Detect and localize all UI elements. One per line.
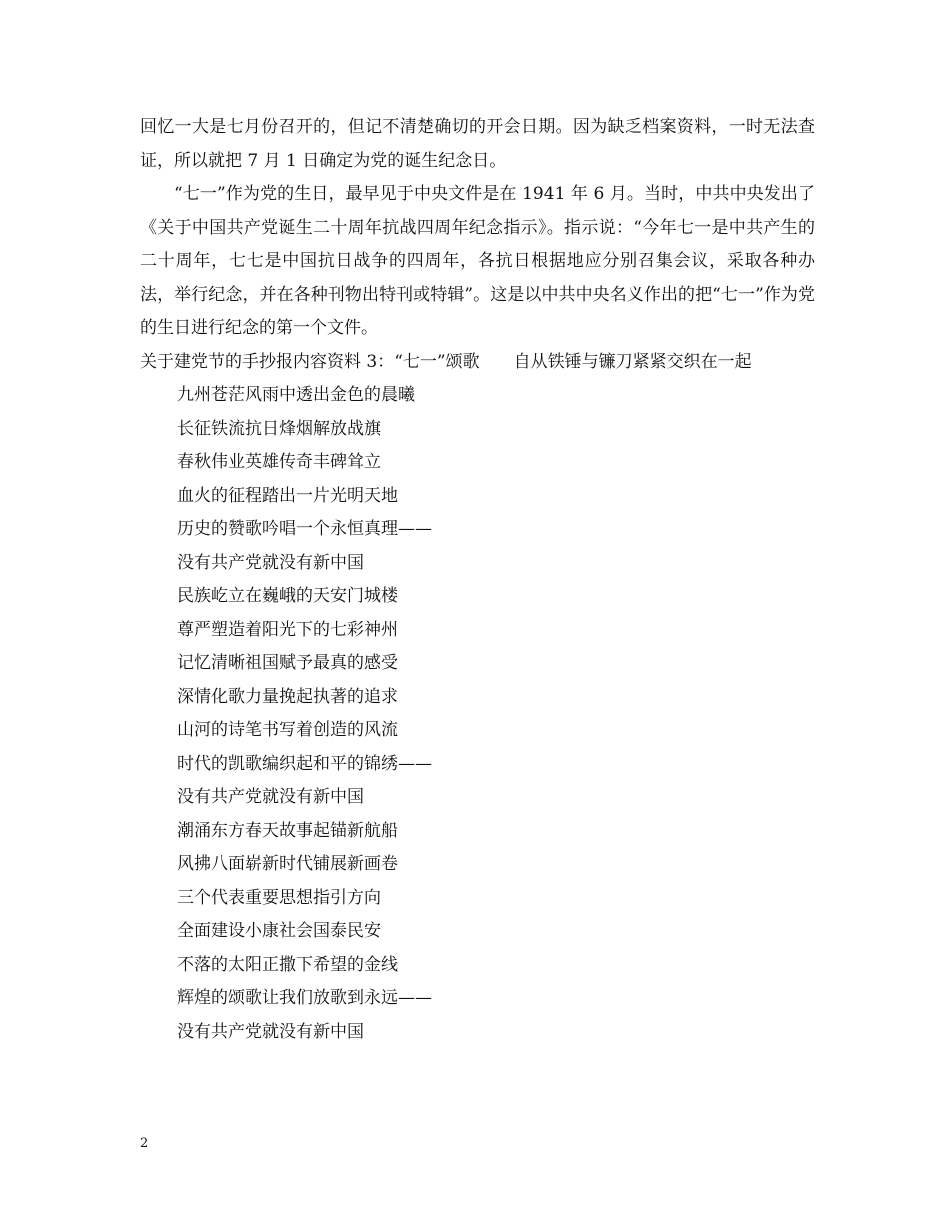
poem-first-line: 自从铁锤与镰刀紧紧交织在一起 (513, 351, 752, 372)
paragraph-1: 回忆一大是七月份召开的，但记不清楚确切的开会日期。因为缺乏档案资料，一时无法查证，所以就把 7 月 1 日确定为党的诞生纪念日。 (140, 117, 815, 171)
poem-line: 尊严塑造着阳光下的七彩神州 (177, 619, 398, 640)
paragraph-2: “七一”作为党的生日，最早见于中央文件是在 1941 年 6 月。当时，中共中央发出了《关于中国共产党诞生二十周年抗战四周年纪念指示》。指示说：“今年七一是中共产生的二十周年，七七是中国抗日战争的四周年，各抗日根据地应分别召集会议，采取各种办法，举行纪念，并在各种刊物出特刊或特辑”。这是以中共中央名义作出的把“七一”作为党的生日进行纪念的第一个文件。 (140, 184, 815, 338)
poem-line: 没有共产党就没有新中国 (177, 552, 364, 573)
poem-line: 时代的凯歌编织起和平的锦绣—— (177, 753, 432, 774)
poem-line: 三个代表重要思想指引方向 (177, 887, 381, 908)
poem-line: 潮涌东方春天故事起锚新航船 (177, 820, 398, 841)
document-body (140, 111, 815, 1049)
poem-line: 九州苍茫风雨中透出金色的晨曦 (177, 385, 415, 405)
poem-line: 不落的太阳正撒下希望的金线 (177, 954, 398, 975)
poem-line: 山河的诗笔书写着创造的风流 (177, 720, 398, 740)
poem-line: 没有共产党就没有新中国 (177, 787, 364, 807)
poem-line: 历史的赞歌吟唱一个永恒真理—— (177, 519, 432, 539)
poem-line: 深情化歌力量挽起执著的追求 (177, 686, 398, 707)
poem-line: 风拂八面崭新时代铺展新画卷 (177, 854, 398, 874)
poem-line: 民族屹立在巍峨的天安门城楼 (177, 586, 398, 606)
section-heading: 关于建党节的手抄报内容资料 3：“七一”颂歌 (140, 351, 480, 372)
poem-line: 记忆清晰祖国赋予最真的感受 (177, 653, 398, 673)
poem-line: 辉煌的颂歌让我们放歌到永远—— (177, 988, 432, 1008)
poem-line: 长征铁流抗日烽烟解放战旗 (177, 418, 381, 439)
poem-line: 血火的征程踏出一片光明天地 (177, 485, 398, 506)
section-heading-paragraph (140, 346, 815, 380)
poem-line: 春秋伟业英雄传奇丰碑耸立 (177, 452, 381, 472)
poem-line: 全面建设小康社会国泰民安 (177, 921, 381, 941)
poem (140, 379, 815, 1049)
poem-line: 没有共产党就没有新中国 (177, 1021, 364, 1042)
page-number: 2 (140, 1136, 149, 1151)
